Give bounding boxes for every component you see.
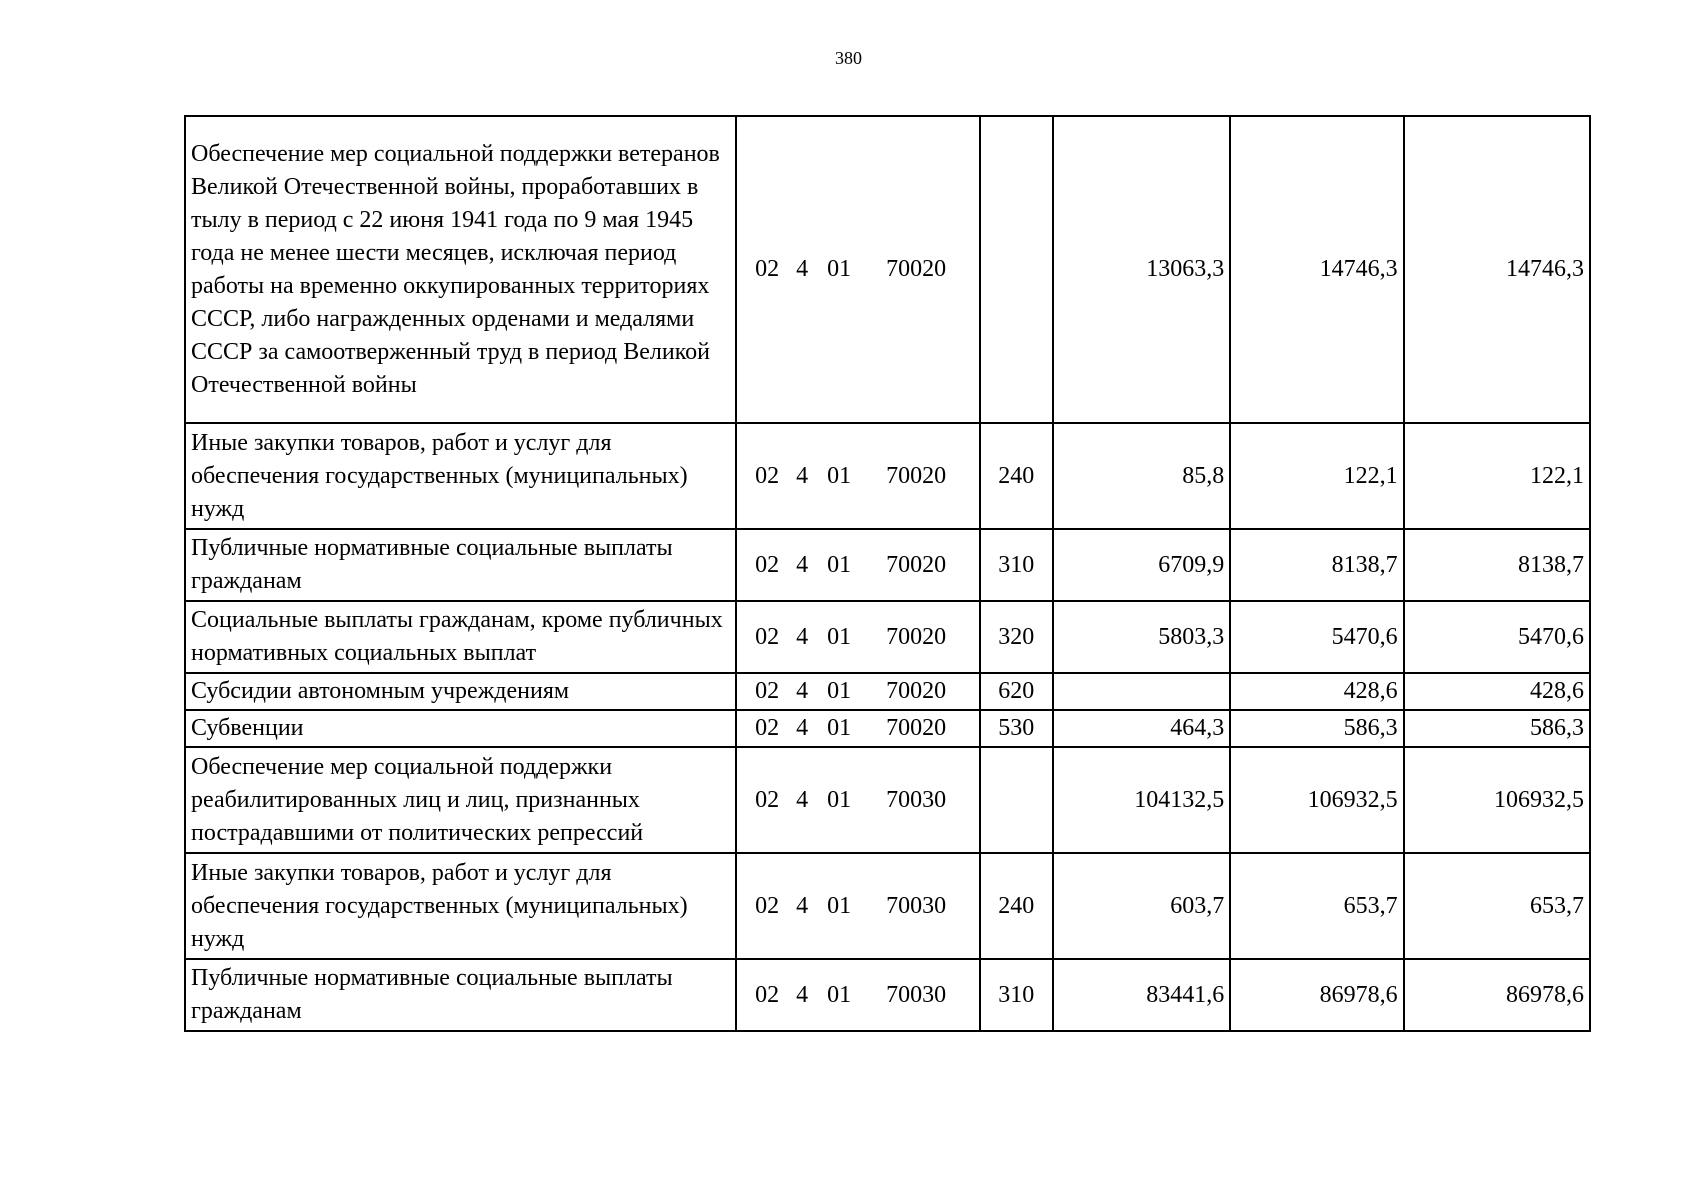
expense-type-cell [980, 747, 1053, 853]
amount-cell-2: 14746,3 [1230, 116, 1403, 423]
amount-cell-1 [1053, 673, 1230, 710]
expense-type-cell: 240 [980, 423, 1053, 529]
code-program: 4 [796, 786, 809, 813]
code-program: 4 [796, 892, 809, 919]
code-program: 4 [796, 715, 809, 741]
amount-cell-1: 603,7 [1053, 853, 1230, 959]
code-program: 4 [796, 623, 809, 650]
code-program: 4 [796, 981, 809, 1008]
classification-code-cell [736, 601, 980, 673]
amount-cell-3: 106932,5 [1404, 747, 1590, 853]
code-direction: 70020 [886, 623, 947, 650]
classification-code-cell [736, 673, 980, 710]
table-row [185, 529, 1590, 601]
amount-cell-3: 5470,6 [1404, 601, 1590, 673]
table-row [185, 423, 1590, 529]
table-row [185, 853, 1590, 959]
row-name-cell: Субсидии автономным учреждениям [185, 673, 736, 710]
amount-cell-1: 6709,9 [1053, 529, 1230, 601]
classification-code-cell [736, 423, 980, 529]
code-subprogram: 01 [827, 462, 852, 489]
amount-cell-2: 428,6 [1230, 673, 1403, 710]
classification-code-cell [736, 747, 980, 853]
amount-cell-3: 86978,6 [1404, 959, 1590, 1031]
code-section: 02 [755, 786, 780, 813]
amount-cell-3: 122,1 [1404, 423, 1590, 529]
code-section: 02 [755, 715, 780, 741]
row-name-cell: Социальные выплаты гражданам, кроме публичных нормативных социальных выплат [185, 601, 736, 673]
amount-cell-1: 13063,3 [1053, 116, 1230, 423]
row-name-cell: Иные закупки товаров, работ и услуг для обеспечения государственных (муниципальных) нужд [185, 853, 736, 959]
table-row [185, 673, 1590, 710]
code-section: 02 [755, 462, 780, 489]
amount-cell-1: 104132,5 [1053, 747, 1230, 853]
code-subprogram: 01 [827, 551, 852, 578]
code-program: 4 [796, 462, 809, 489]
code-subprogram: 01 [827, 715, 852, 741]
page-number: 380 [835, 48, 862, 68]
amount-cell-3: 586,3 [1404, 710, 1590, 747]
budget-table [184, 115, 1591, 1032]
classification-code-cell [736, 529, 980, 601]
expense-type-cell: 240 [980, 853, 1053, 959]
amount-cell-1: 5803,3 [1053, 601, 1230, 673]
code-section: 02 [755, 623, 780, 650]
row-name-cell: Субвенции [185, 710, 736, 747]
code-section: 02 [755, 981, 780, 1008]
amount-cell-3: 14746,3 [1404, 116, 1590, 423]
code-section: 02 [755, 678, 780, 704]
code-subprogram: 01 [827, 623, 852, 650]
expense-type-cell: 310 [980, 959, 1053, 1031]
expense-type-cell: 530 [980, 710, 1053, 747]
code-subprogram: 01 [827, 981, 852, 1008]
amount-cell-1: 464,3 [1053, 710, 1230, 747]
code-direction: 70030 [886, 981, 947, 1008]
amount-cell-2: 653,7 [1230, 853, 1403, 959]
budget-table-body [185, 116, 1590, 1031]
amount-cell-1: 85,8 [1053, 423, 1230, 529]
code-direction: 70020 [886, 462, 947, 489]
amount-cell-3: 653,7 [1404, 853, 1590, 959]
classification-code-cell [736, 853, 980, 959]
expense-type-cell: 620 [980, 673, 1053, 710]
expense-type-cell: 310 [980, 529, 1053, 601]
code-section: 02 [755, 892, 780, 919]
row-name-cell: Публичные нормативные социальные выплаты гражданам [185, 529, 736, 601]
row-name-cell: Иные закупки товаров, работ и услуг для обеспечения государственных (муниципальных) нужд [185, 423, 736, 529]
row-name-cell: Обеспечение мер социальной поддержки реабилитированных лиц и лиц, признанных пострадавшими от политических репрессий [185, 747, 736, 853]
amount-cell-2: 8138,7 [1230, 529, 1403, 601]
amount-cell-1: 83441,6 [1053, 959, 1230, 1031]
expense-type-cell [980, 116, 1053, 423]
code-subprogram: 01 [827, 256, 852, 282]
amount-cell-3: 428,6 [1404, 673, 1590, 710]
amount-cell-2: 122,1 [1230, 423, 1403, 529]
code-program: 4 [796, 551, 809, 578]
row-name-cell: Обеспечение мер социальной поддержки ветеранов Великой Отечественной войны, проработавших в тылу в период с 22 июня 1941 года по 9 мая 1945 года не менее шести месяцев, исключая период работы на временно оккупированных территориях СССР, либо награжденных орденами и медалями СССР за самоотверженный труд в период Великой Отечественной войны [185, 116, 736, 423]
table-row [185, 601, 1590, 673]
code-direction: 70020 [886, 551, 947, 578]
code-subprogram: 01 [827, 786, 852, 813]
table-row [185, 959, 1590, 1031]
amount-cell-2: 5470,6 [1230, 601, 1403, 673]
code-direction: 70030 [886, 892, 947, 919]
classification-code-cell [736, 959, 980, 1031]
amount-cell-3: 8138,7 [1404, 529, 1590, 601]
code-direction: 70020 [886, 256, 947, 282]
row-name-cell: Публичные нормативные социальные выплаты гражданам [185, 959, 736, 1031]
code-direction: 70020 [886, 678, 947, 704]
amount-cell-2: 86978,6 [1230, 959, 1403, 1031]
code-direction: 70020 [886, 715, 947, 741]
code-direction: 70030 [886, 786, 947, 813]
classification-code-cell [736, 116, 980, 423]
table-row [185, 747, 1590, 853]
amount-cell-2: 586,3 [1230, 710, 1403, 747]
code-program: 4 [796, 256, 809, 282]
table-row [185, 710, 1590, 747]
code-section: 02 [755, 551, 780, 578]
classification-code-cell [736, 710, 980, 747]
code-section: 02 [755, 256, 780, 282]
code-program: 4 [796, 678, 809, 704]
amount-cell-2: 106932,5 [1230, 747, 1403, 853]
code-subprogram: 01 [827, 892, 852, 919]
expense-type-cell: 320 [980, 601, 1053, 673]
code-subprogram: 01 [827, 678, 852, 704]
table-row [185, 116, 1590, 423]
